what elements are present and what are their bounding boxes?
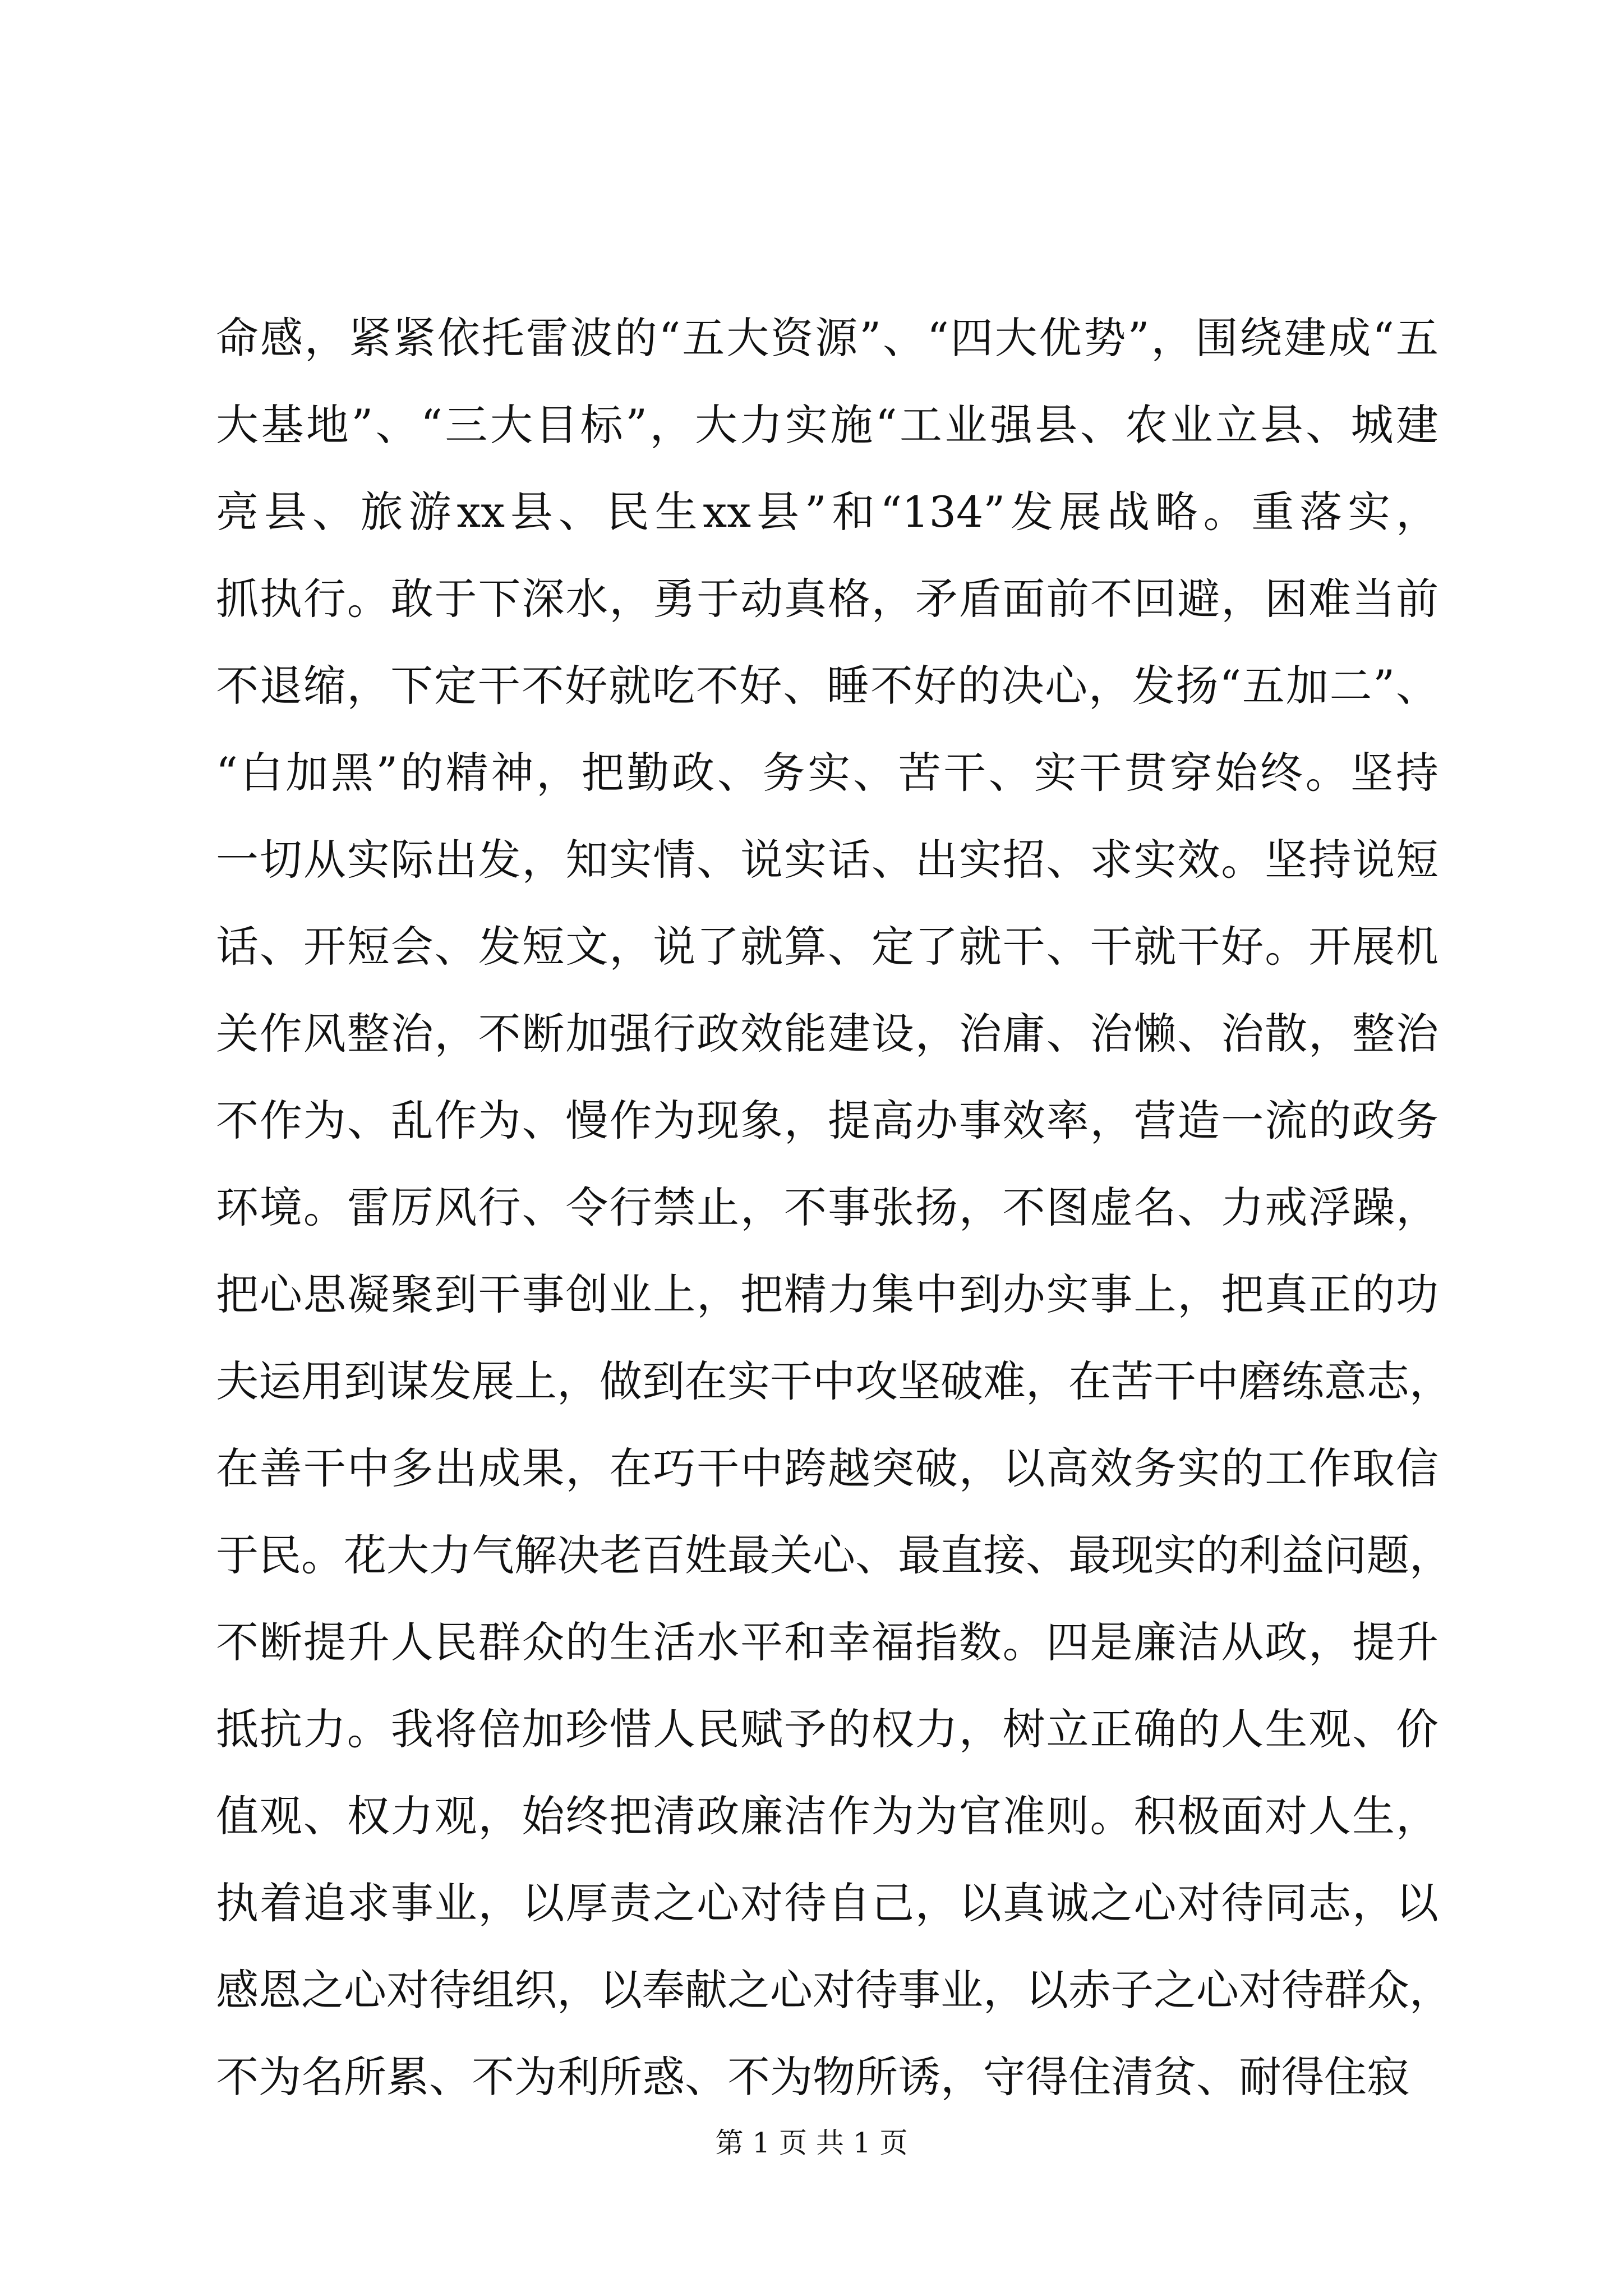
body-line: 命感，紧紧依托雷波的“五大资源”、“四大优势”，围绕建成“五 xyxy=(216,313,1438,363)
document-body xyxy=(216,295,1452,2120)
body-line: 不作为、乱作为、慢作为现象，提高办事效率，营造一流的政务 xyxy=(216,1096,1438,1145)
body-line: 不为名所累、不为利所惑、不为物所诱，守得住清贫、耐得住寂 xyxy=(216,2052,1409,2102)
body-line: 一切从实际出发，知实情、说实话、出实招、求实效。坚持说短 xyxy=(216,835,1438,885)
body-line: 夫运用到谋发展上，做到在实干中攻坚破难，在苦干中磨练意志， xyxy=(216,1356,1452,1406)
body-line: 大基地”、“三大目标”，大力实施“工业强县、农业立县、城建 xyxy=(216,400,1438,450)
body-line: 亮县、旅游xx县、民生xx县”和“134”发展战略。重落实， xyxy=(216,487,1438,537)
page-footer xyxy=(0,2126,1623,2160)
body-line: 执着追求事业，以厚责之心对待自己，以真诚之心对待同志，以 xyxy=(216,1878,1438,1928)
body-line: 把心思凝聚到干事创业上，把精力集中到办实事上，把真正的功 xyxy=(216,1269,1438,1319)
body-line: 关作风整治，不断加强行政效能建设，治庸、治懒、治散，整治 xyxy=(216,1009,1438,1059)
body-line: 值观、权力观，始终把清政廉洁作为为官准则。积极面对人生， xyxy=(216,1791,1438,1841)
body-line: 不断提升人民群众的生活水平和幸福指数。四是廉洁从政，提升 xyxy=(216,1617,1438,1667)
body-line: 环境。雷厉风行、令行禁止，不事张扬，不图虚名、力戒浮躁， xyxy=(216,1182,1438,1232)
body-line: 于民。花大力气解决老百姓最关心、最直接、最现实的利益问题， xyxy=(216,1530,1452,1580)
body-line: “白加黑”的精神，把勤政、务实、苦干、实干贯穿始终。坚持 xyxy=(216,748,1438,798)
body-line: 抓执行。敢于下深水，勇于动真格，矛盾面前不回避，困难当前 xyxy=(216,574,1438,624)
body-line: 不退缩，下定干不好就吃不好、睡不好的决心，发扬“五加二”、 xyxy=(216,661,1438,711)
body-line: 在善干中多出成果，在巧干中跨越突破，以高效务实的工作取信 xyxy=(216,1443,1438,1493)
body-line: 话、开短会、发短文，说了就算、定了就干、干就干好。开展机 xyxy=(216,922,1438,972)
body-line: 抵抗力。我将倍加珍惜人民赋予的权力，树立正确的人生观、价 xyxy=(216,1704,1438,1754)
body-line: 感恩之心对待组织，以奉献之心对待事业，以赤子之心对待群众， xyxy=(216,1965,1452,2015)
page-number-label: 第 1 页 共 1 页 xyxy=(715,2127,908,2159)
